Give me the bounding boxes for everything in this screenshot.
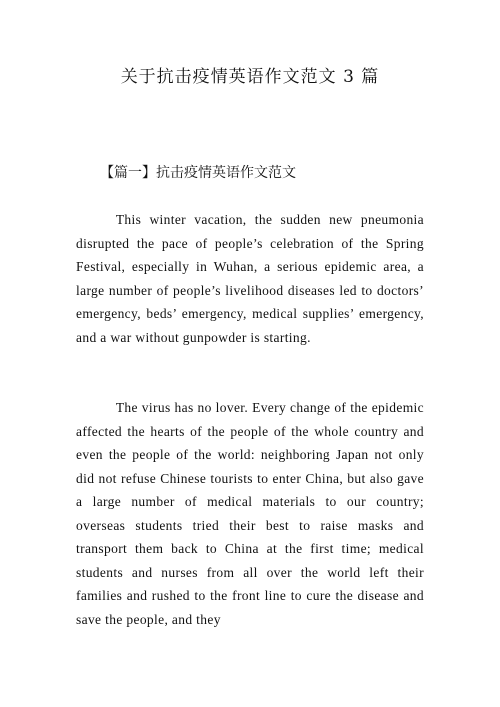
paragraph-2: The virus has no lover. Every change of the epidemic affected the hearts of the people of the whole country and even the people of the world: neighboring Japan not only did not refuse Chinese tourists to enter China, but also gave a large number of medical materials to our country; overseas students tried their best to raise masks and transport them back to China at the first time; medical students and nurses from all over the world left their families and rushed to the front line to cure the disease and save the people, and they bbox=[76, 400, 424, 627]
paragraph-1: This winter vacation, the sudden new pneumonia disrupted the pace of people’s celebration of the Spring Festival, especially in Wuhan, a serious epidemic area, a large number of people’s livelihood diseases led to doctors’ emergency, beds’ emergency, medical supplies’ emergency, and a war without gunpowder is starting. bbox=[76, 212, 424, 345]
document-title: 关于抗击疫情英语作文范文 3 篇 bbox=[120, 67, 380, 87]
section-heading: 【篇一】抗击疫情英语作文范文 bbox=[100, 165, 296, 181]
